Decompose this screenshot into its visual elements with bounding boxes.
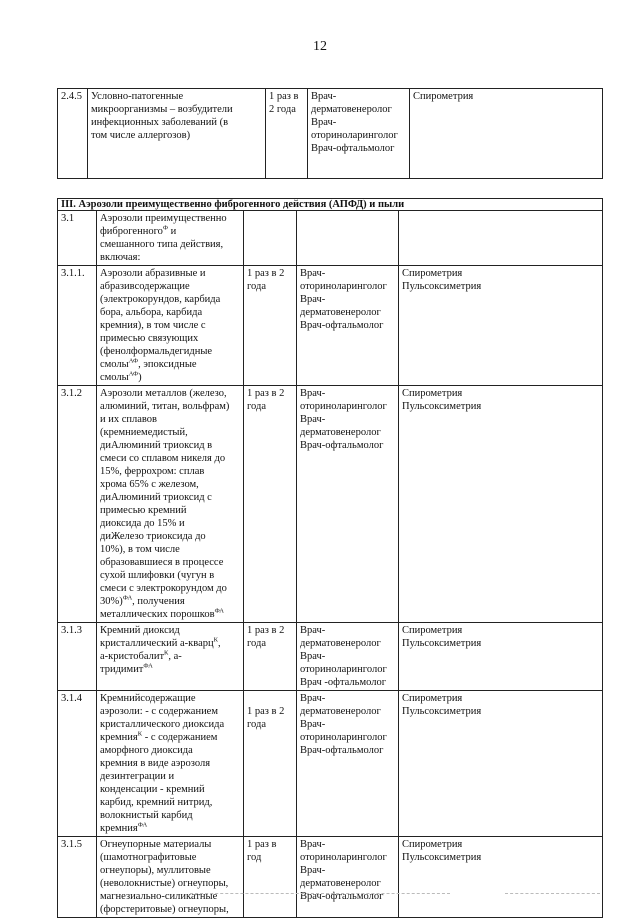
- page-number: 12: [313, 39, 327, 54]
- table-row: [58, 623, 603, 691]
- row-code: 3.1.1.: [58, 266, 97, 386]
- tests-cell: Спирометрия Пульсоксиметрия: [399, 386, 603, 623]
- doctors-cell: [297, 211, 399, 266]
- factor-cell: Огнеупорные материалы (шамотнографитовые огнеупоры), муллитовые (неволокнистые) огнеупоры, магнезиально-силикатные (форстеритовые) огнеупоры,: [97, 837, 244, 918]
- scan-artifact-line: [190, 893, 450, 895]
- tests-cell: Спирометрия Пульсоксиметрия: [399, 837, 603, 918]
- period-cell: 1 раз в 2 года: [244, 386, 297, 623]
- period-cell: 1 раз в 2 года: [266, 89, 308, 179]
- table-row: [58, 691, 603, 837]
- tests-cell: [399, 211, 603, 266]
- row-code: 3.1: [58, 211, 97, 266]
- tests-cell: Спирометрия Пульсоксиметрия: [399, 623, 603, 691]
- table-row: [58, 266, 603, 386]
- period-cell: 1 раз в год: [244, 837, 297, 918]
- table-row: [58, 211, 603, 266]
- factor-cell: Кремний диоксид кристаллический а-кварц$^К$, а-кристобалит$^К$, а- тридимит$^{ФА}$: [97, 623, 244, 691]
- tests-cell: Спирометрия: [410, 89, 603, 179]
- period-cell: 1 раз в 2 года: [244, 623, 297, 691]
- factor-cell: Аэрозоли абразивные и абразивсодержащие (электрокорундов, карбида бора, альбора, карбида кремния), в том числе с примесью связующих (фенолформальдегидные смолы$^{АФ}$, эпоксидные смолы$^{АФ}$): [97, 266, 244, 386]
- row-code: 3.1.4: [58, 691, 97, 837]
- tests-cell: Спирометрия Пульсоксиметрия: [399, 691, 603, 837]
- table-row: [58, 837, 603, 918]
- main-table: [57, 198, 603, 918]
- doctors-cell: Врач- оториноларинголог Врач- дерматовенеролог Врач-офтальмолог: [297, 266, 399, 386]
- scan-artifact-line: [505, 893, 600, 895]
- doctors-cell: Врач- дерматовенеролог Врач- оториноларинголог Врач -офтальмолог: [297, 623, 399, 691]
- row-code: 2.4.5: [58, 89, 88, 179]
- factor-cell: Аэрозоли металлов (железо, алюминий, титан, вольфрам) и их сплавов (кремниемедистый, диАлюминий триоксид в смеси со сплавом никеля до 15%, феррохром: сплав хрома 65% с железом, диАлюминий триоксид с примесью кремний диоксида до 15% и диЖелезо триоксида до 10%), в том числе образовавшиеся в процессе сухой шлифовки (чугун в смеси с электрокорундом до 30%)$^{ФА}$, получения металлических порошков$^{ФА}$: [97, 386, 244, 623]
- section-row: [58, 199, 603, 211]
- doctors-cell: Врач- дерматовенеролог Врач- оториноларинголог Врач-офтальмолог: [297, 691, 399, 837]
- tests-cell: Спирометрия Пульсоксиметрия: [399, 266, 603, 386]
- period-cell: 1 раз в 2 года: [244, 691, 297, 837]
- row-code: 3.1.5: [58, 837, 97, 918]
- row-code: 3.1.2: [58, 386, 97, 623]
- section-title: III. Аэрозоли преимущественно фиброгенного действия (АПФД) и пыли: [58, 199, 603, 211]
- period-cell: [244, 211, 297, 266]
- factor-cell: Условно-патогенные микроорганизмы – возбудители инфекционных заболеваний (в том числе аллергозов): [88, 89, 266, 179]
- doctors-cell: Врач- дерматовенеролог Врач- оториноларинголог Врач-офтальмолог: [308, 89, 410, 179]
- table-row: [58, 386, 603, 623]
- top-table: [57, 88, 603, 179]
- doctors-cell: Врач- оториноларинголог Врач- дерматовенеролог Врач-офтальмолог: [297, 386, 399, 623]
- factor-cell: Кремнийсодержащие аэрозоли: - с содержанием кристаллического диоксида кремния$^К$ - с содержанием аморфного диоксида кремния в виде аэрозоля дезинтеграции и конденсации - кремний карбид, кремний нитрид, волокнистый карбид кремния$^{ФА}$: [97, 691, 244, 837]
- doctors-cell: Врач- оториноларинголог Врач- дерматовенеролог Врач-офтальмолог: [297, 837, 399, 918]
- row-code: 3.1.3: [58, 623, 97, 691]
- factor-cell: Аэрозоли преимущественно фиброгенного$^Ф$ и смешанного типа действия, включая:: [97, 211, 244, 266]
- period-cell: 1 раз в 2 года: [244, 266, 297, 386]
